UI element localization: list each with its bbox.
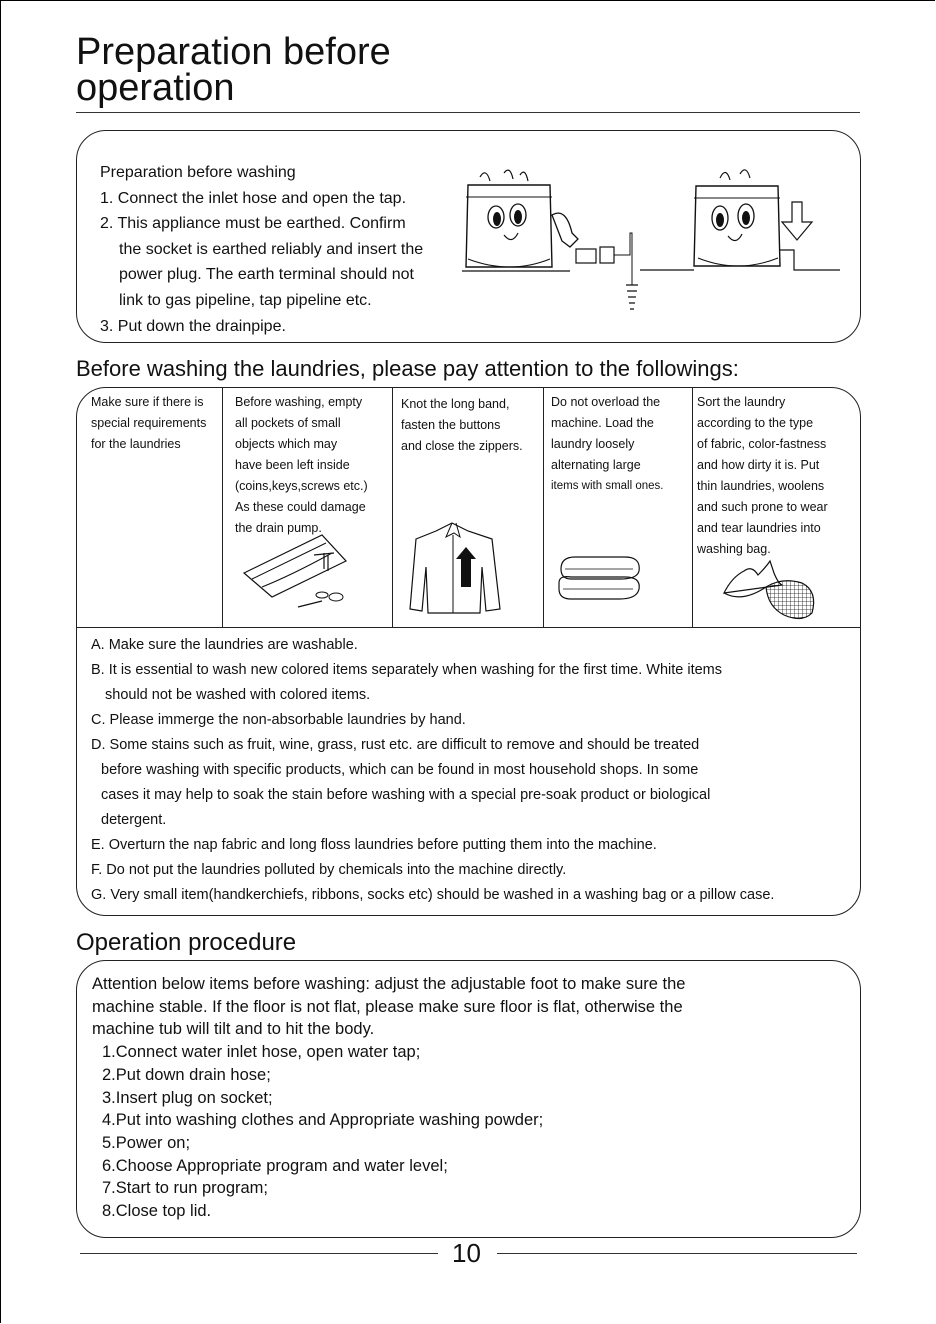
tip-line: laundry loosely: [551, 437, 635, 451]
tip-line: the drain pump.: [235, 521, 322, 535]
operation-step: 1.Connect water inlet hose, open water tap;: [102, 1043, 421, 1062]
washing-machine-plugging-in-illustration: [460, 175, 660, 315]
preparation-line: 1. Connect the inlet hose and open the tap.: [100, 189, 407, 207]
tip-line: and close the zippers.: [401, 439, 523, 453]
tip-line: and such prone to wear: [697, 500, 828, 514]
tip-line: machine. Load the: [551, 416, 654, 430]
preparation-line: power plug. The earth terminal should not: [119, 266, 414, 284]
tip-line: special requirements: [91, 416, 207, 430]
tip-line: Make sure if there is: [91, 395, 204, 409]
tips-row: [76, 387, 861, 627]
operation-heading: Operation procedure: [76, 929, 297, 956]
tips-divider: [76, 627, 861, 628]
tip-text: [697, 392, 828, 560]
tip-line: have been left inside: [235, 458, 350, 472]
tip-line: according to the type: [697, 416, 814, 430]
tip-line: for the laundries: [91, 437, 181, 451]
operation-step: 8.Close top lid.: [102, 1202, 212, 1221]
tip-line: Before washing, empty: [235, 395, 363, 409]
tip-text: [551, 392, 663, 497]
operation-text: [92, 973, 685, 1223]
note-item: D. Some stains such as fruit, wine, grass, rust etc. are difficult to remove and should be treated: [91, 737, 700, 753]
footer-rule-left: [80, 1253, 438, 1254]
note-item: A. Make sure the laundries are washable.: [91, 637, 358, 653]
note-item: C. Please immerge the non-absorbable laundries by hand.: [91, 712, 466, 728]
note-item: detergent.: [101, 812, 167, 828]
tip-line: fasten the buttons: [401, 418, 501, 432]
washing-notes: [91, 633, 774, 908]
tip-line: and tear laundries into: [697, 521, 821, 535]
preparation-text: [100, 160, 423, 339]
preparation-line: 2. This appliance must be earthed. Confirm: [100, 215, 406, 233]
operation-step: 7.Start to run program;: [102, 1179, 268, 1198]
tip-column: [692, 387, 861, 627]
buttoned-shirt-illustration: [406, 517, 506, 617]
operation-step: 4.Put into washing clothes and Appropriate washing powder;: [102, 1111, 544, 1130]
tip-text: [91, 392, 206, 455]
tip-line: all pockets of small: [235, 416, 341, 430]
operation-intro-line: machine stable. If the floor is not flat, please make sure floor is flat, otherwise the: [92, 997, 683, 1016]
note-item: should not be washed with colored items.: [105, 687, 371, 703]
trouser-pocket-coins-illustration: [242, 535, 362, 615]
tip-line: washing bag.: [697, 542, 771, 556]
note-item: cases it may help to soak the stain before washing with a special pre-soak product or biological: [101, 787, 711, 803]
preparation-line: the socket is earthed reliably and insert the: [119, 240, 424, 258]
tip-column: [543, 387, 693, 627]
operation-intro-line: machine tub will tilt and to hit the body.: [92, 1020, 375, 1039]
page-title: [76, 31, 391, 109]
tip-line: and how dirty it is. Put: [697, 458, 820, 472]
page-title-line2: operation: [76, 67, 235, 109]
operation-step: 5.Power on;: [102, 1133, 191, 1152]
title-rule: [76, 112, 860, 113]
mesh-washing-bag-illustration: [722, 557, 822, 623]
note-item: before washing with specific products, which can be found in most household shops. In some: [101, 762, 699, 778]
tip-column: [392, 387, 544, 627]
tip-line: Do not overload the: [551, 395, 661, 409]
folded-towels-illustration: [555, 547, 645, 607]
tip-column: [76, 387, 223, 627]
note-item: F. Do not put the laundries polluted by chemicals into the machine directly.: [91, 862, 567, 878]
footer-rule-right: [497, 1253, 857, 1254]
washing-machine-drain-illustration: [640, 160, 840, 280]
operation-step: 2.Put down drain hose;: [102, 1065, 271, 1084]
tip-line: (coins,keys,screws etc.): [235, 479, 368, 493]
operation-step: 3.Insert plug on socket;: [102, 1088, 273, 1107]
note-item: G. Very small item(handkerchiefs, ribbons, socks etc) should be washed in a washing bag or a pillow case.: [91, 887, 775, 903]
tip-line: thin laundries, woolens: [697, 479, 825, 493]
tip-column: [222, 387, 393, 627]
page-number: 10: [452, 1238, 481, 1268]
page-title-line1: Preparation before: [76, 31, 391, 73]
before-washing-heading: Before washing the laundries, please pay attention to the followings:: [76, 356, 739, 381]
preparation-line: 3. Put down the drainpipe.: [100, 317, 286, 335]
tip-line: alternating large: [551, 458, 641, 472]
operation-step: 6.Choose Appropriate program and water level;: [102, 1156, 448, 1175]
tip-text: [401, 394, 523, 457]
tip-line: Sort the laundry: [697, 395, 786, 409]
tip-text: [235, 392, 368, 539]
preparation-line: link to gas pipeline, tap pipeline etc.: [119, 291, 372, 309]
note-item: E. Overturn the nap fabric and long floss laundries before putting them into the machine.: [91, 837, 657, 853]
preparation-heading: Preparation before washing: [100, 164, 296, 181]
tip-line: of fabric, color-fastness: [697, 437, 827, 451]
tip-line: items with small ones.: [551, 480, 664, 492]
tip-line: As these could damage: [235, 500, 366, 514]
tip-line: objects which may: [235, 437, 338, 451]
operation-intro-line: Attention below items before washing: adjust the adjustable foot to make sure the: [92, 975, 686, 993]
note-item: B. It is essential to wash new colored items separately when washing for the first time. White items: [91, 662, 723, 678]
tip-line: Knot the long band,: [401, 397, 510, 411]
